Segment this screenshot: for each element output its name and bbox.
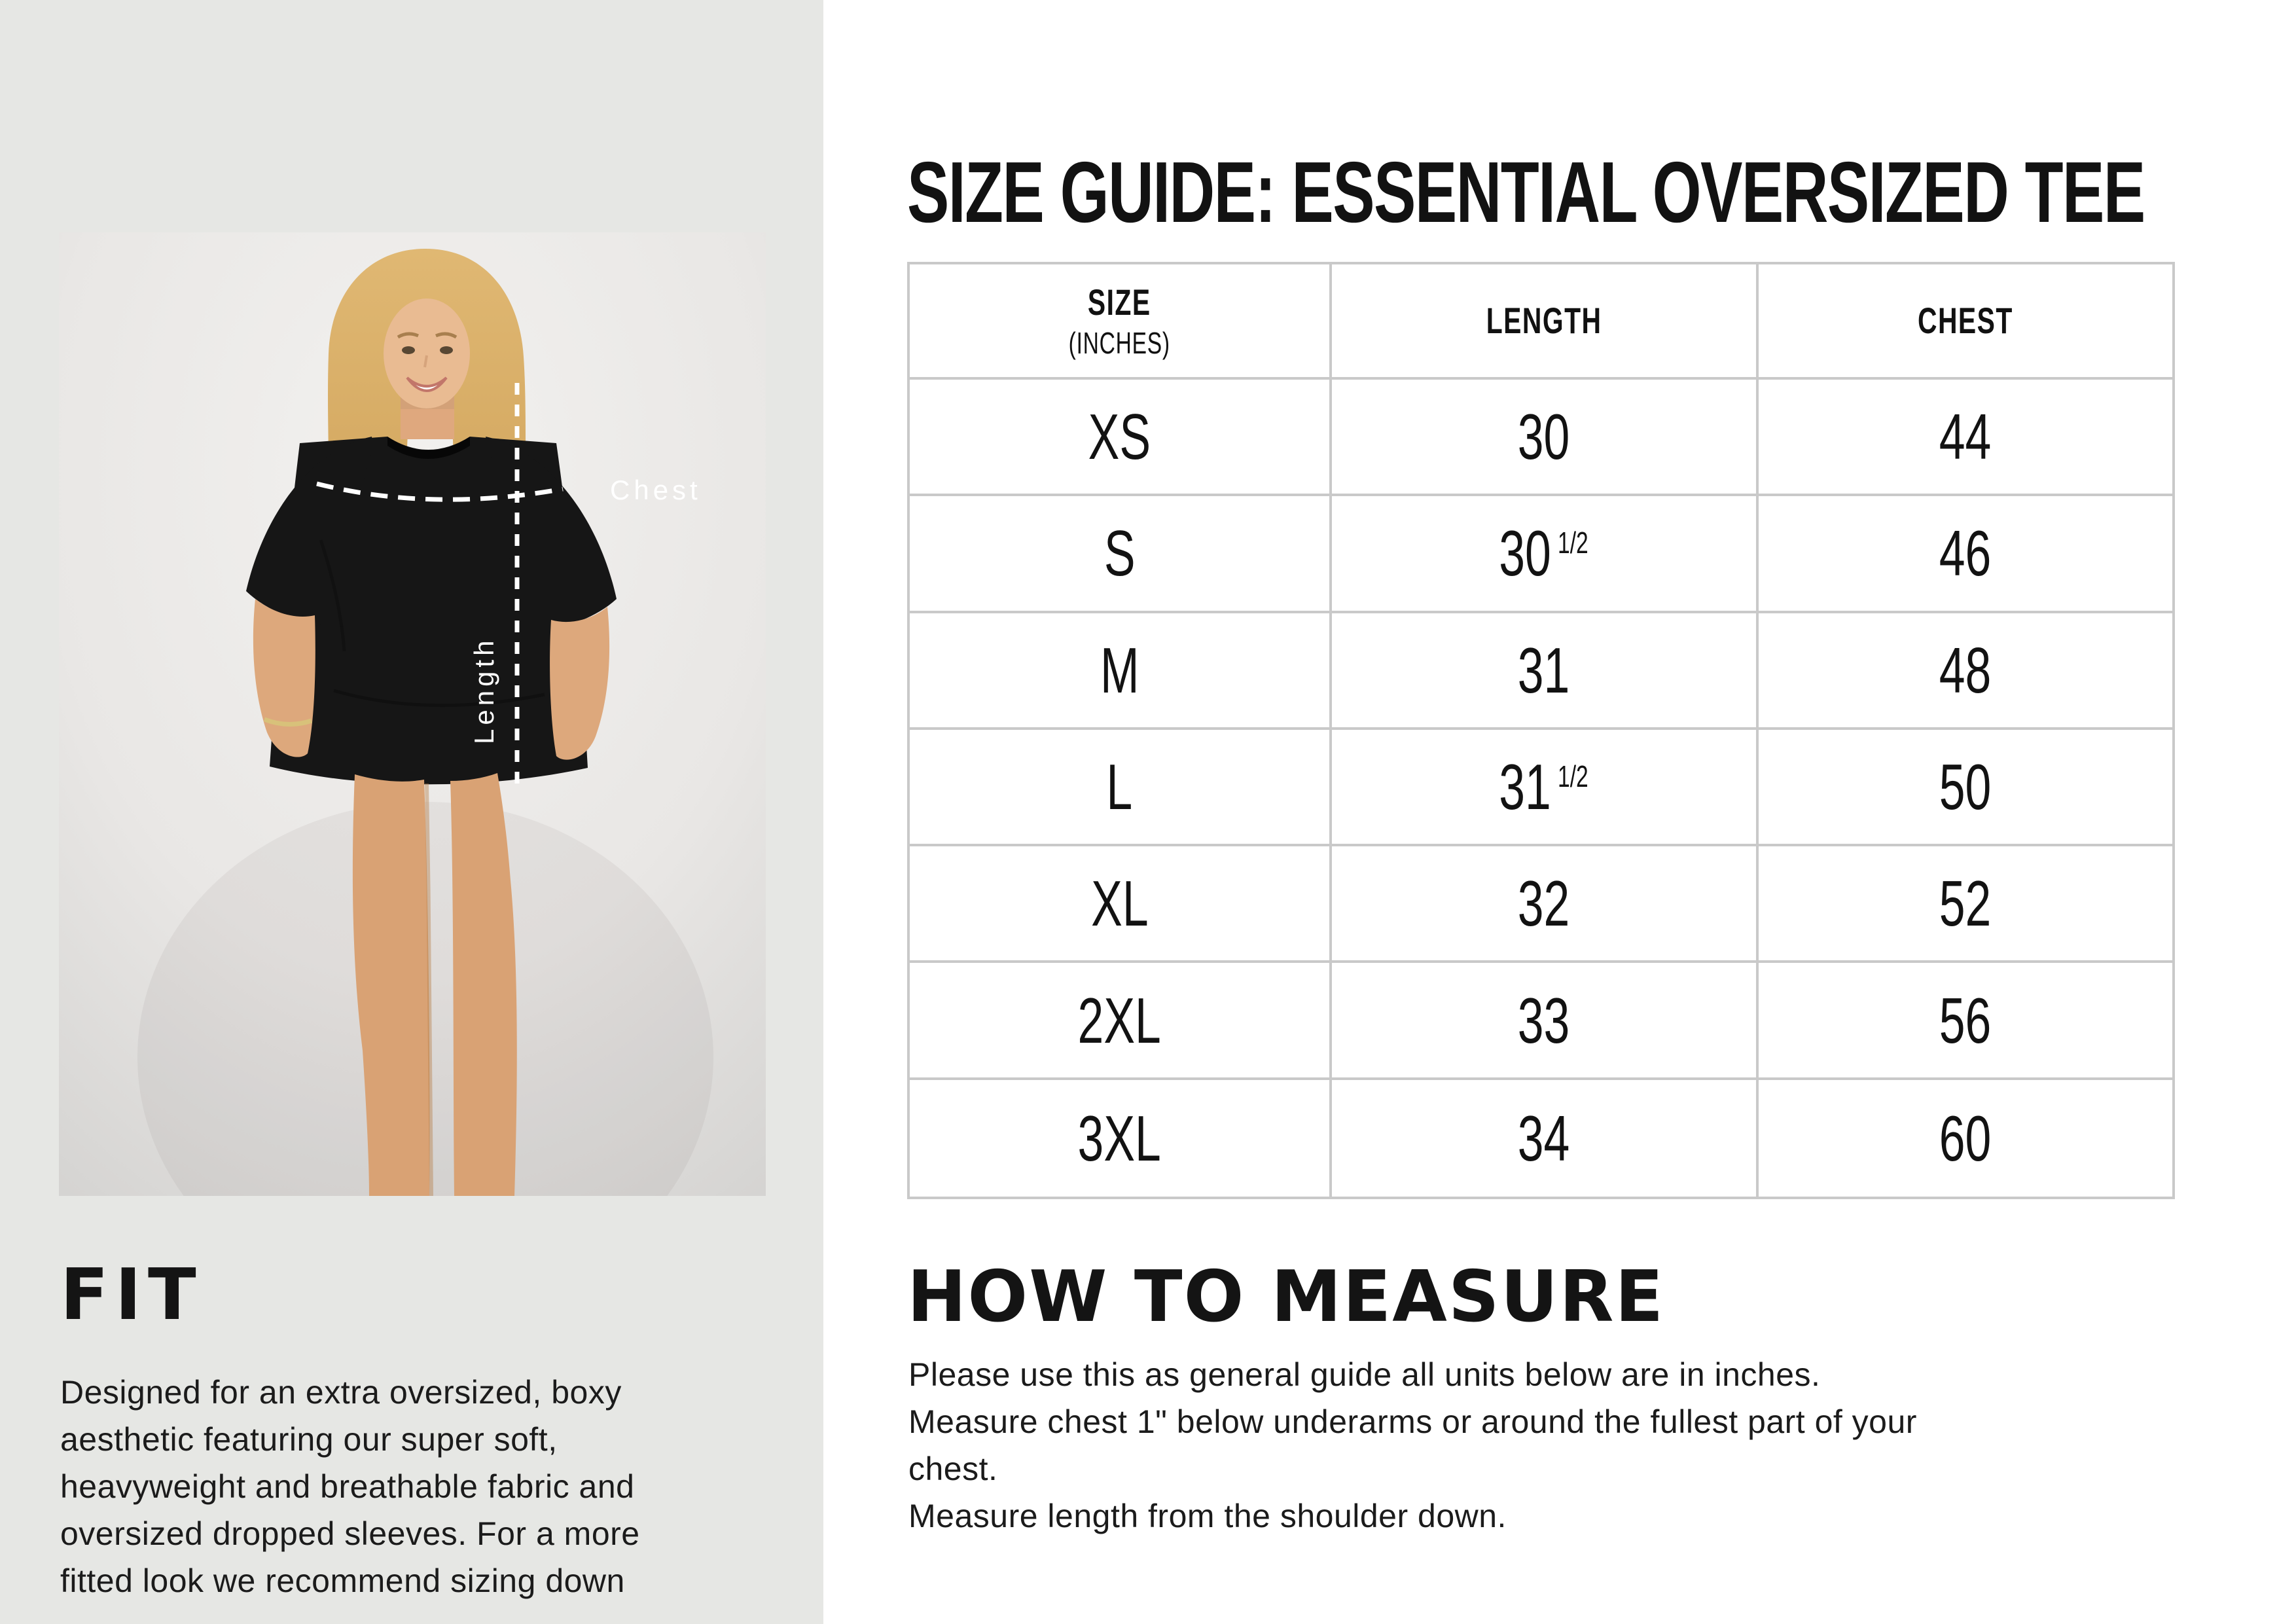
length-value: 31 $^{1/2}$ xyxy=(1499,750,1589,823)
chest-value: 46 xyxy=(1939,517,1992,590)
fit-description xyxy=(60,1369,774,1604)
length-cell xyxy=(1332,730,1759,846)
how-to-measure-instructions xyxy=(908,1351,2257,1540)
page-title-text: SIZE GUIDE: ESSENTIAL OVERSIZED TEE xyxy=(907,144,2145,240)
size-cell xyxy=(910,496,1332,613)
how-to-measure-heading: HOW TO MEASURE xyxy=(907,1256,1665,1338)
model-photo xyxy=(59,232,766,1196)
size-cell xyxy=(910,846,1332,963)
chest-value: 52 xyxy=(1939,867,1992,940)
right-eye xyxy=(440,346,453,354)
measure-instruction-line: chest. xyxy=(908,1451,998,1487)
chest-label: Chest xyxy=(610,475,702,505)
length-value: 34 xyxy=(1518,1102,1570,1174)
header-cell-size xyxy=(910,264,1332,380)
chest-cell xyxy=(1759,1080,2172,1197)
size-value: XL xyxy=(1090,867,1149,940)
header-size-unit-label: (INCHES) xyxy=(1069,325,1171,360)
header-size-label: SIZE xyxy=(1088,281,1151,323)
model-illustration xyxy=(59,232,766,1196)
header-length-label: LENGTH xyxy=(1486,300,1602,342)
size-cell xyxy=(910,613,1332,730)
measure-instruction-line: Please use this as general guide all units below are in inches. xyxy=(908,1356,1821,1393)
left-panel xyxy=(0,0,823,1624)
length-value: 30 xyxy=(1518,401,1570,473)
left-eye xyxy=(402,346,415,354)
fit-description-line: Designed for an extra oversized, boxy xyxy=(60,1374,622,1411)
fit-description-line: aesthetic featuring our super soft, xyxy=(60,1421,558,1458)
length-cell xyxy=(1332,1080,1759,1197)
page-title xyxy=(907,144,2296,240)
length-value: 31 xyxy=(1518,634,1570,706)
length-cell xyxy=(1332,963,1759,1079)
length-value: 32 xyxy=(1518,867,1570,940)
size-value: S xyxy=(1103,517,1136,590)
fit-section xyxy=(60,1254,774,1604)
chest-value: 44 xyxy=(1939,401,1992,473)
length-value: 33 xyxy=(1518,984,1570,1056)
header-chest-label: CHEST xyxy=(1917,300,2013,342)
fit-heading: FIT xyxy=(60,1254,203,1336)
chest-cell xyxy=(1759,963,2172,1079)
size-value: XS xyxy=(1088,401,1151,473)
chest-value: 60 xyxy=(1939,1102,1992,1174)
fit-description-line: fitted look we recommend sizing down xyxy=(60,1562,625,1599)
chest-cell xyxy=(1759,613,2172,730)
length-cell xyxy=(1332,496,1759,613)
measure-instruction-line: Measure chest 1" below underarms or around the fullest part of your xyxy=(908,1403,1917,1440)
size-value: M xyxy=(1100,634,1139,706)
size-cell xyxy=(910,380,1332,496)
fit-description-line: heavyweight and breathable fabric and xyxy=(60,1468,635,1505)
size-table xyxy=(907,262,2175,1199)
chest-value: 48 xyxy=(1939,634,1992,706)
size-value: L xyxy=(1106,750,1133,823)
chest-cell xyxy=(1759,846,2172,963)
fit-description-line: oversized dropped sleeves. For a more xyxy=(60,1515,640,1552)
chest-value: 50 xyxy=(1939,750,1992,823)
size-cell xyxy=(910,730,1332,846)
length-cell xyxy=(1332,380,1759,496)
length-cell xyxy=(1332,613,1759,730)
length-value: 30 $^{1/2}$ xyxy=(1499,517,1589,590)
chest-value: 56 xyxy=(1939,984,1992,1056)
chest-cell xyxy=(1759,380,2172,496)
size-value: 3XL xyxy=(1077,1102,1162,1174)
measure-instruction-line: Measure length from the shoulder down. xyxy=(908,1498,1507,1534)
chest-cell xyxy=(1759,496,2172,613)
size-cell xyxy=(910,1080,1332,1197)
header-cell-chest xyxy=(1759,264,2172,380)
size-value: 2XL xyxy=(1077,984,1162,1056)
length-label: Length xyxy=(469,636,499,744)
header-cell-length xyxy=(1332,264,1759,380)
size-cell xyxy=(910,963,1332,1079)
chest-cell xyxy=(1759,730,2172,846)
length-cell xyxy=(1332,846,1759,963)
